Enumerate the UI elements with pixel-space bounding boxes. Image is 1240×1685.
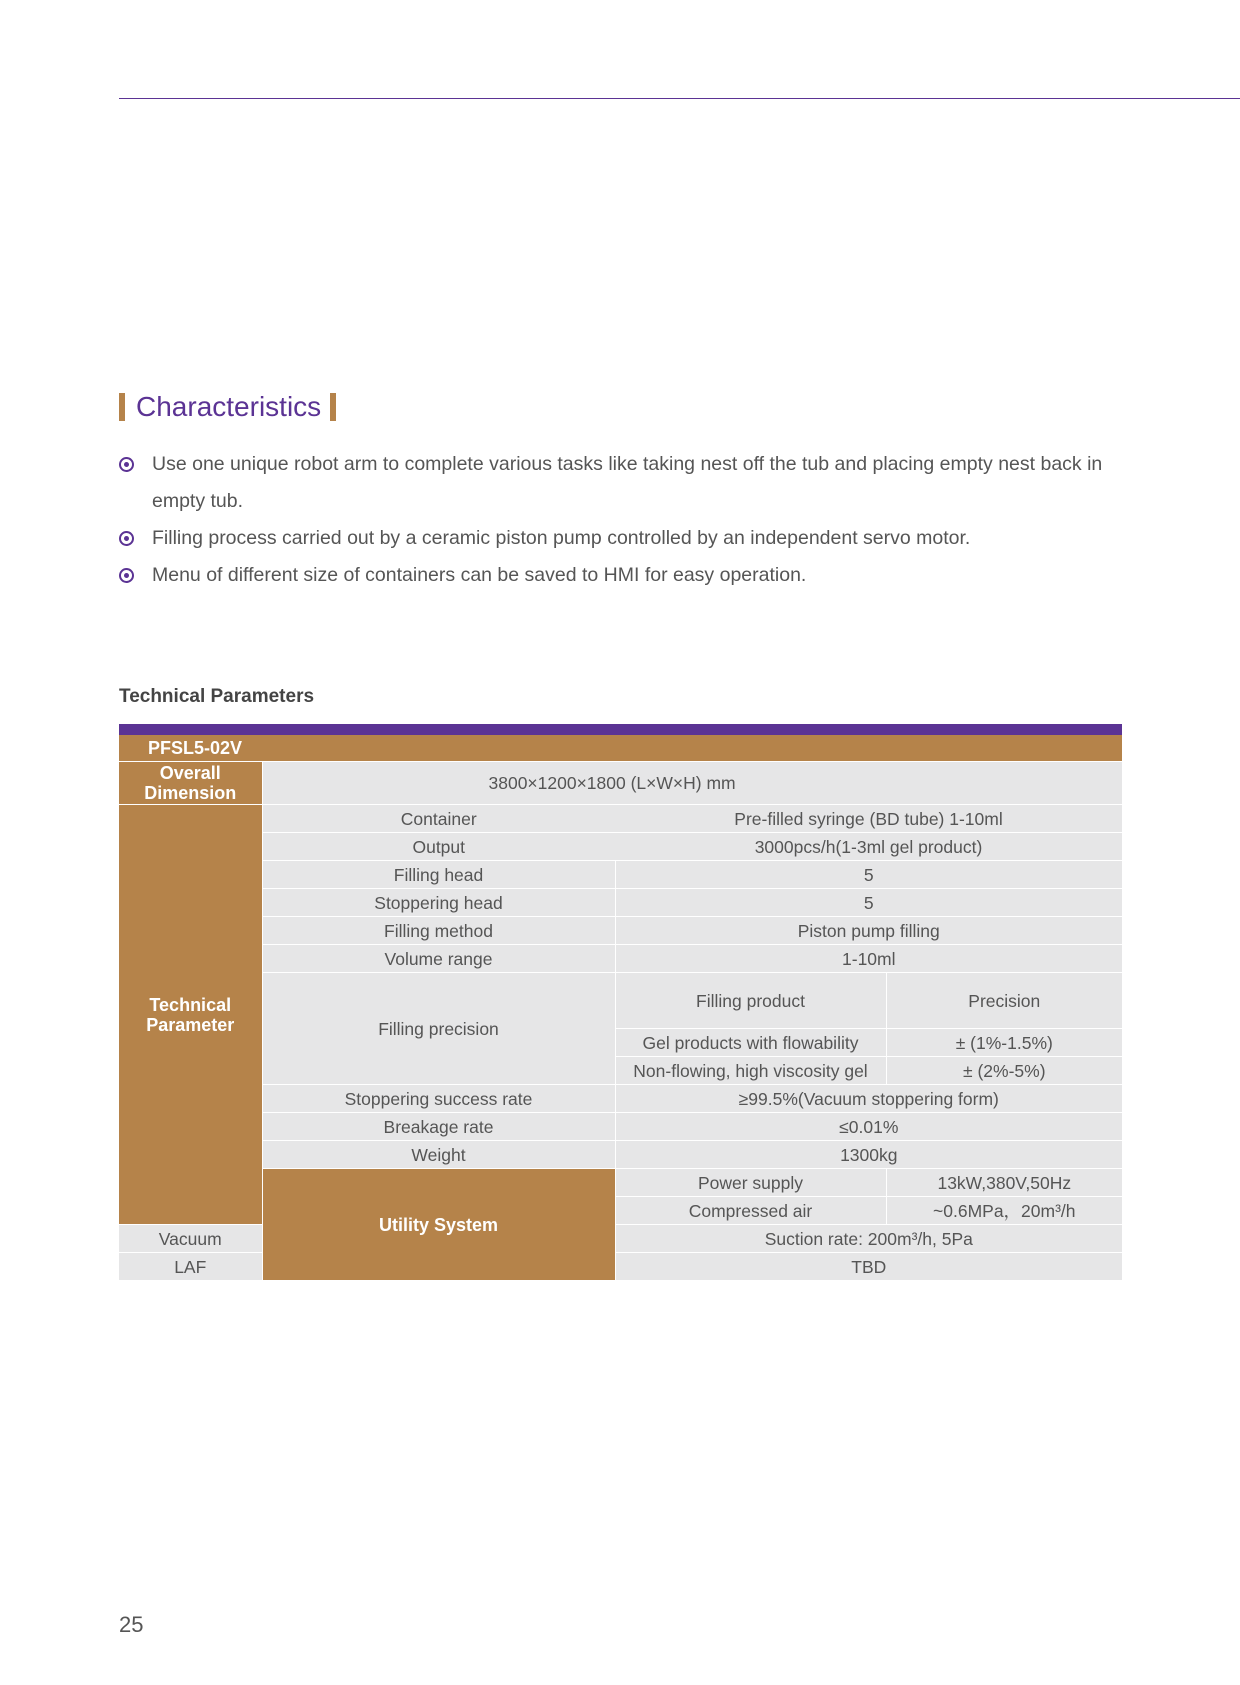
row-value: ≥99.5%(Vacuum stoppering form) xyxy=(615,1085,1122,1113)
precision-header: Precision xyxy=(886,973,1122,1029)
table-row xyxy=(119,735,1122,762)
table-row xyxy=(119,945,1122,973)
radio-bullet-icon xyxy=(119,568,134,583)
row-label: Vacuum xyxy=(119,1225,262,1253)
filling-product: Gel products with flowability xyxy=(615,1029,886,1057)
table-top-strip xyxy=(119,724,1122,735)
row-label: Container xyxy=(262,805,615,833)
row-value: Piston pump filling xyxy=(615,917,1122,945)
row-value: 5 xyxy=(615,889,1122,917)
table-row xyxy=(119,833,1122,861)
row-label: Compressed air xyxy=(615,1197,886,1225)
row-value: 13kW,380V,50Hz xyxy=(886,1169,1122,1197)
row-value: TBD xyxy=(615,1253,1122,1281)
table-row xyxy=(119,917,1122,945)
overall-dimension-value: 3800×1200×1800 (L×W×H) mm xyxy=(262,762,1122,805)
row-value: Suction rate: 200m³/h, 5Pa xyxy=(615,1225,1122,1253)
list-item xyxy=(119,446,1119,520)
radio-bullet-icon xyxy=(119,457,134,472)
row-label: Breakage rate xyxy=(262,1113,615,1141)
row-label: Power supply xyxy=(615,1169,886,1197)
characteristics-list xyxy=(119,446,1119,594)
bullet-text: Filling process carried out by a ceramic piston pump controlled by an independent servo motor. xyxy=(152,527,971,549)
filling-precision-label: Filling precision xyxy=(262,973,615,1085)
technical-parameter-label: Technical Parameter xyxy=(119,805,262,1225)
title-bar-right xyxy=(330,393,336,421)
row-label: Volume range xyxy=(262,945,615,973)
row-label: LAF xyxy=(119,1253,262,1281)
table-row xyxy=(119,1169,1122,1197)
row-value: Pre-filled syringe (BD tube) 1-10ml xyxy=(615,805,1122,833)
row-label: Stoppering head xyxy=(262,889,615,917)
filling-product: Non-flowing, high viscosity gel xyxy=(615,1057,886,1085)
row-value: ~0.6MPa，20m³/h xyxy=(886,1197,1122,1225)
header-rule xyxy=(119,98,1240,99)
row-label: Filling method xyxy=(262,917,615,945)
characteristics-title-text: Characteristics xyxy=(136,391,322,422)
table-row xyxy=(119,1113,1122,1141)
table-row xyxy=(119,889,1122,917)
row-label: Filling head xyxy=(262,861,615,889)
table-row xyxy=(119,861,1122,889)
bullet-text: Menu of different size of containers can be saved to HMI for easy operation. xyxy=(152,564,807,586)
precision-value: ± (1%-1.5%) xyxy=(886,1029,1122,1057)
row-value: ≤0.01% xyxy=(615,1113,1122,1141)
overall-dimension-label: Overall Dimension xyxy=(119,762,262,805)
table-row xyxy=(119,1085,1122,1113)
row-label: Output xyxy=(262,833,615,861)
utility-system-label: Utility System xyxy=(262,1169,615,1281)
row-value: 1300kg xyxy=(615,1141,1122,1169)
table-row xyxy=(119,762,1122,805)
row-value: 1-10ml xyxy=(615,945,1122,973)
table-row xyxy=(119,805,1122,833)
bullet-text: Use one unique robot arm to complete various tasks like taking nest off the tub and placing empty nest back in empty tub. xyxy=(152,453,1103,512)
table-row xyxy=(119,1141,1122,1169)
radio-bullet-icon xyxy=(119,531,134,546)
row-value: 5 xyxy=(615,861,1122,889)
list-item xyxy=(119,557,1119,594)
row-value: 3000pcs/h(1-3ml gel product) xyxy=(615,833,1122,861)
list-item xyxy=(119,520,1119,557)
precision-value: ± (2%-5%) xyxy=(886,1057,1122,1085)
title-bar-left xyxy=(119,393,125,421)
row-label: Stoppering success rate xyxy=(262,1085,615,1113)
page-number: 25 xyxy=(119,1612,144,1637)
technical-parameters-heading: Technical Parameters xyxy=(119,686,315,707)
table-row xyxy=(119,973,1122,1029)
filling-product-header: Filling product xyxy=(615,973,886,1029)
technical-parameters-table xyxy=(119,724,1122,1281)
row-label: Weight xyxy=(262,1141,615,1169)
characteristics-title xyxy=(119,390,336,424)
model-name: PFSL5-02V xyxy=(119,735,1122,762)
